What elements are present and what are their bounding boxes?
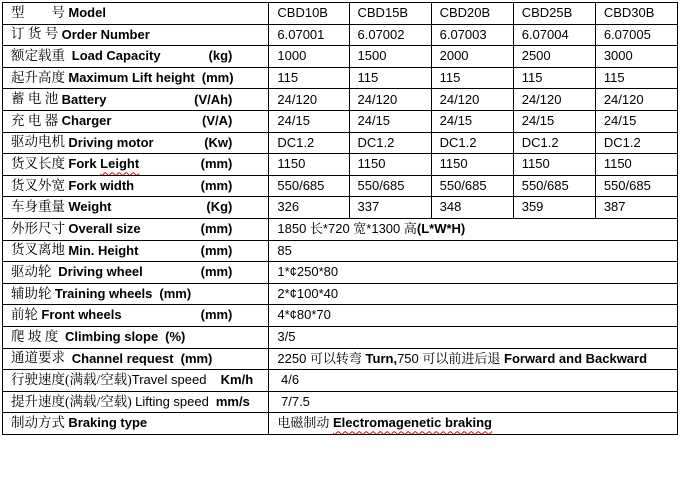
value-cell-driving-motor-col5: DC1.2	[595, 132, 677, 154]
label-chinese: 起升高度	[11, 69, 69, 85]
row-label-content	[11, 92, 264, 107]
value-cell-weight-col4: 359	[513, 197, 595, 219]
label-unit: (mm)	[180, 350, 213, 366]
value-cell-battery-col1: 24/120	[269, 89, 349, 111]
text-segment: 1850 长*720 宽*1300 高	[277, 221, 417, 237]
label-chinese: 前轮	[11, 307, 42, 323]
label-chinese: 货叉离地	[11, 242, 69, 258]
label-chinese: 额定载重	[11, 48, 72, 64]
row-label-driving-wheel	[3, 262, 269, 284]
label-chinese: 货叉长度	[11, 156, 69, 172]
value-cell-driving-motor-col1: DC1.2	[269, 132, 349, 154]
table-row-driving-wheel	[3, 262, 678, 284]
row-label-fork-width	[3, 175, 269, 197]
table-row-order-number	[3, 24, 678, 46]
label-unit: Km/h	[220, 372, 254, 388]
row-label-overall-size	[3, 218, 269, 240]
label-unit: (Kg)	[206, 199, 233, 215]
table-row-min-height	[3, 240, 678, 262]
value-cell-weight-col5: 387	[595, 197, 677, 219]
table-row-front-wheels	[3, 305, 678, 327]
value-cell-fork-width-col2: 550/685	[349, 175, 431, 197]
value-cell-fork-width-col5: 550/685	[595, 175, 677, 197]
row-label-content	[11, 27, 264, 42]
value-cell-load-capacity-col4: 2500	[513, 46, 595, 68]
value-cell-fork-length-col2: 1150	[349, 154, 431, 176]
text-segment: Charger	[61, 113, 112, 129]
label-chinese: 充 电 器	[11, 112, 62, 128]
row-label-content	[11, 200, 264, 215]
label-unit: (mm)	[159, 285, 192, 301]
value-cell-load-capacity-col3: 2000	[431, 46, 513, 68]
value-cell-load-capacity-col1: 1000	[269, 46, 349, 68]
text-segment: 7/7.5	[277, 393, 310, 409]
value-cell-driving-wheel	[269, 262, 678, 284]
table-row-max-lift-height	[3, 67, 678, 89]
text-segment: Fork width	[68, 177, 135, 193]
label-chinese: 辅助轮	[11, 285, 55, 301]
value-cell-order-number-col2: 6.07002	[349, 24, 431, 46]
label-chinese: 通道要求	[11, 350, 72, 366]
misspelled-text: Leight	[100, 156, 140, 172]
table-row-fork-length	[3, 154, 678, 176]
text-segment: Front wheels	[41, 307, 122, 323]
value-cell-channel-request	[269, 348, 678, 370]
text-segment: 3/5	[277, 329, 296, 345]
row-label-content	[11, 71, 264, 86]
label-chinese: 货叉外宽	[11, 177, 69, 193]
label-chinese: 型 号	[11, 4, 69, 20]
row-label-content	[11, 330, 264, 345]
row-label-braking-type	[3, 413, 269, 435]
text-segment: Load Capacity	[71, 48, 161, 64]
row-label-content	[11, 395, 264, 410]
value-cell-charger-col1: 24/15	[269, 110, 349, 132]
value-cell-driving-motor-col2: DC1.2	[349, 132, 431, 154]
text-segment: Driving motor	[68, 134, 154, 150]
table-row-channel-request	[3, 348, 678, 370]
text-segment: Battery	[61, 91, 107, 107]
label-chinese: 外形尺寸	[11, 220, 69, 236]
value-cell-driving-motor-col4: DC1.2	[513, 132, 595, 154]
row-label-load-capacity	[3, 46, 269, 68]
value-cell-battery-col3: 24/120	[431, 89, 513, 111]
row-label-climbing-slope	[3, 326, 269, 348]
text-segment: Turn,	[365, 350, 398, 366]
text-segment: 750 可以前进后退	[397, 350, 504, 366]
text-segment: Training wheels	[54, 285, 153, 301]
row-label-battery	[3, 89, 269, 111]
row-label-content	[11, 287, 264, 302]
row-label-content	[11, 308, 264, 323]
value-cell-lifting-speed	[269, 391, 678, 413]
value-cell-max-lift-height-col1: 115	[269, 67, 349, 89]
text-segment: Lifting speed	[135, 393, 209, 409]
row-label-fork-length	[3, 154, 269, 176]
row-label-training-wheels	[3, 283, 269, 305]
table-row-training-wheels	[3, 283, 678, 305]
value-cell-max-lift-height-col4: 115	[513, 67, 595, 89]
table-row-load-capacity	[3, 46, 678, 68]
value-cell-training-wheels	[269, 283, 678, 305]
label-unit: (mm)	[200, 221, 233, 237]
text-segment: 4/6	[277, 372, 300, 388]
row-label-content	[11, 114, 264, 129]
row-label-content	[11, 6, 264, 21]
table-row-lifting-speed	[3, 391, 678, 413]
row-label-charger	[3, 110, 269, 132]
value-cell-model-col5: CBD30B	[595, 3, 677, 25]
table-row-fork-width	[3, 175, 678, 197]
label-chinese: 行驶速度(满载/空载)	[11, 371, 132, 387]
label-unit: (mm)	[200, 242, 233, 258]
value-cell-model-col3: CBD20B	[431, 3, 513, 25]
table-row-charger	[3, 110, 678, 132]
table-row-driving-motor	[3, 132, 678, 154]
value-cell-battery-col5: 24/120	[595, 89, 677, 111]
text-segment: 4*¢80*70	[277, 307, 331, 323]
label-unit: (mm)	[200, 307, 233, 323]
row-label-front-wheels	[3, 305, 269, 327]
row-label-content	[11, 135, 264, 150]
value-cell-model-col4: CBD25B	[513, 3, 595, 25]
misspelled-text: Electromagenetic braking	[333, 415, 492, 431]
text-segment: Min. Height	[68, 242, 139, 258]
label-unit: (mm)	[201, 69, 234, 85]
value-cell-battery-col2: 24/120	[349, 89, 431, 111]
value-cell-charger-col4: 24/15	[513, 110, 595, 132]
row-label-content	[11, 265, 264, 280]
row-label-content	[11, 373, 264, 388]
value-cell-charger-col3: 24/15	[431, 110, 513, 132]
row-label-content	[11, 351, 264, 366]
text-segment: Fork	[68, 156, 101, 172]
label-unit: (Kw)	[204, 134, 233, 150]
text-segment: Order Number	[61, 26, 150, 42]
value-cell-fork-width-col3: 550/685	[431, 175, 513, 197]
label-chinese: 车身重量	[11, 199, 69, 215]
table-row-battery	[3, 89, 678, 111]
value-cell-charger-col5: 24/15	[595, 110, 677, 132]
table-row-climbing-slope	[3, 326, 678, 348]
value-cell-overall-size	[269, 218, 678, 240]
label-chinese: 蓄 电 池	[11, 91, 62, 107]
label-chinese: 驱动电机	[11, 134, 69, 150]
table-row-travel-speed	[3, 370, 678, 392]
label-chinese: 驱动轮	[11, 264, 59, 279]
text-segment: Braking type	[68, 415, 148, 431]
value-cell-load-capacity-col2: 1500	[349, 46, 431, 68]
row-label-content	[11, 49, 264, 64]
table-row-braking-type	[3, 413, 678, 435]
row-label-channel-request	[3, 348, 269, 370]
label-unit: (V/Ah)	[194, 91, 233, 107]
text-segment: Driving wheel	[58, 264, 143, 280]
row-label-content	[11, 222, 264, 237]
text-segment: Model	[68, 5, 106, 21]
label-unit: (mm)	[200, 264, 233, 280]
spec-table	[2, 2, 678, 435]
value-cell-weight-col3: 348	[431, 197, 513, 219]
row-label-content	[11, 243, 264, 258]
row-label-lifting-speed	[3, 391, 269, 413]
text-segment: 1*¢250*80	[277, 264, 339, 280]
text-segment: Channel request	[71, 350, 174, 366]
value-cell-fork-length-col1: 1150	[269, 154, 349, 176]
value-cell-order-number-col3: 6.07003	[431, 24, 513, 46]
text-segment: 2*¢100*40	[277, 285, 339, 301]
value-cell-weight-col2: 337	[349, 197, 431, 219]
value-cell-braking-type	[269, 413, 678, 435]
label-unit: (mm)	[200, 177, 233, 193]
value-cell-charger-col2: 24/15	[349, 110, 431, 132]
label-chinese: 制动方式	[11, 415, 69, 431]
text-segment: 2250 可以转弯	[277, 350, 366, 366]
value-cell-max-lift-height-col3: 115	[431, 67, 513, 89]
value-cell-order-number-col1: 6.07001	[269, 24, 349, 46]
value-cell-max-lift-height-col5: 115	[595, 67, 677, 89]
row-label-model	[3, 3, 269, 25]
label-chinese: 提升速度(满载/空载)	[11, 393, 136, 409]
value-cell-max-lift-height-col2: 115	[349, 67, 431, 89]
row-label-content	[11, 179, 264, 194]
table-row-overall-size	[3, 218, 678, 240]
value-cell-fork-length-col5: 1150	[595, 154, 677, 176]
row-label-min-height	[3, 240, 269, 262]
text-segment: 85	[277, 242, 292, 258]
label-unit: (kg)	[208, 48, 233, 64]
value-cell-order-number-col4: 6.07004	[513, 24, 595, 46]
text-segment: Maximum Lift height	[68, 69, 195, 85]
label-chinese: 订 货 号	[11, 26, 62, 42]
table-row-weight	[3, 197, 678, 219]
value-cell-travel-speed	[269, 370, 678, 392]
row-label-driving-motor	[3, 132, 269, 154]
value-cell-model-col1: CBD10B	[269, 3, 349, 25]
value-cell-climbing-slope	[269, 326, 678, 348]
row-label-content	[11, 416, 264, 431]
row-label-max-lift-height	[3, 67, 269, 89]
row-label-weight	[3, 197, 269, 219]
label-chinese: 爬 坡 度	[11, 328, 65, 344]
table-row-model	[3, 3, 678, 25]
text-segment: Climbing slope	[65, 329, 159, 345]
value-cell-model-col2: CBD15B	[349, 3, 431, 25]
label-unit: (mm)	[200, 156, 233, 172]
value-cell-fork-length-col3: 1150	[431, 154, 513, 176]
text-segment: 电磁制动	[277, 415, 334, 431]
value-cell-load-capacity-col5: 3000	[595, 46, 677, 68]
value-cell-fork-width-col1: 550/685	[269, 175, 349, 197]
value-cell-order-number-col5: 6.07005	[595, 24, 677, 46]
label-unit: (%)	[165, 329, 186, 345]
value-cell-fork-width-col4: 550/685	[513, 175, 595, 197]
value-cell-driving-motor-col3: DC1.2	[431, 132, 513, 154]
value-cell-battery-col4: 24/120	[513, 89, 595, 111]
value-cell-front-wheels	[269, 305, 678, 327]
text-segment: Overall size	[68, 221, 141, 237]
label-unit: mm/s	[215, 393, 250, 409]
value-cell-weight-col1: 326	[269, 197, 349, 219]
text-segment: Forward and Backward	[504, 350, 648, 366]
text-segment: Travel speed	[131, 372, 214, 388]
value-cell-min-height	[269, 240, 678, 262]
text-segment: (L*W*H)	[416, 221, 466, 237]
row-label-order-number	[3, 24, 269, 46]
value-cell-fork-length-col4: 1150	[513, 154, 595, 176]
row-label-content	[11, 157, 264, 172]
label-unit: (V/A)	[202, 113, 233, 129]
text-segment: Weight	[68, 199, 112, 215]
row-label-travel-speed	[3, 370, 269, 392]
